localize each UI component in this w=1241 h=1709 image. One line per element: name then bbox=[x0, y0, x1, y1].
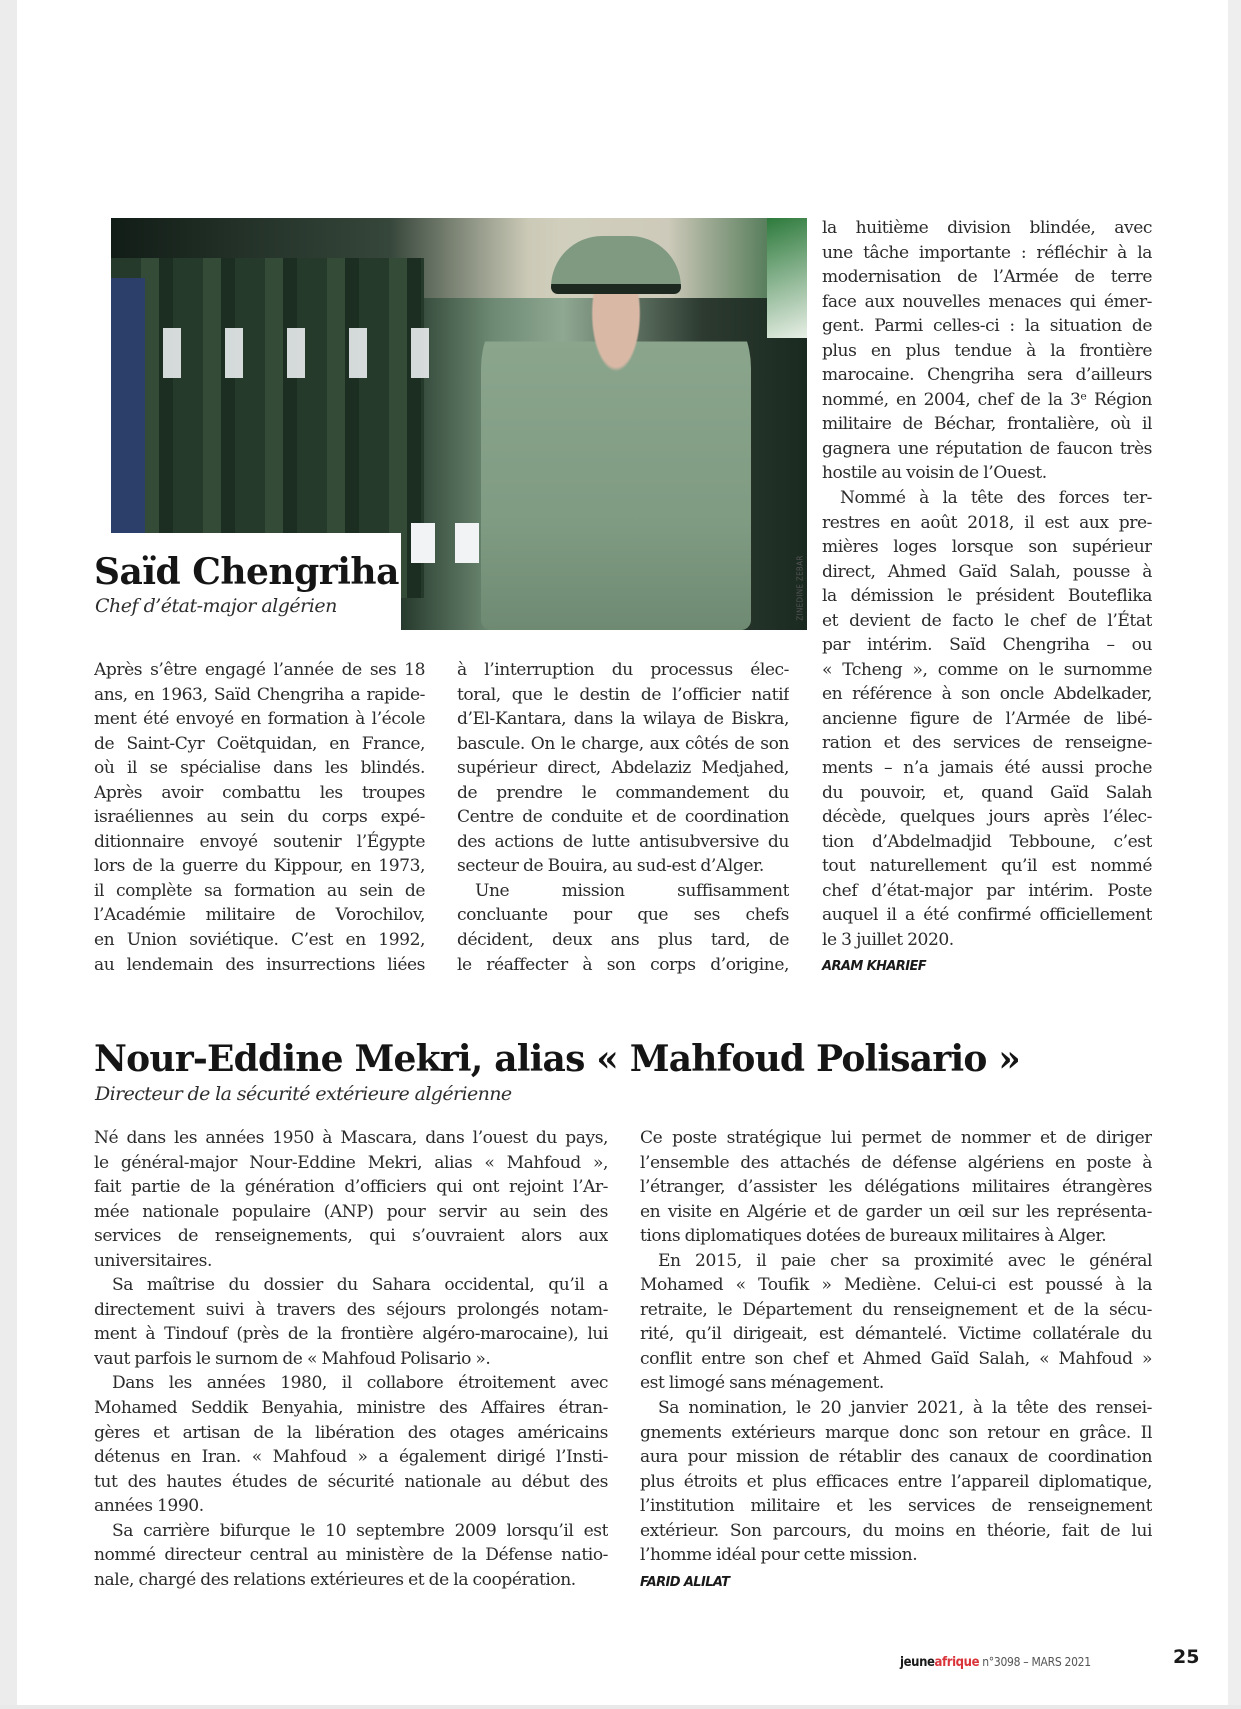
text-line: où il se spécialise dans les blindés. bbox=[94, 758, 425, 779]
text-line: est limogé sans ménagement. bbox=[640, 1373, 884, 1394]
text-line: plus étroits et plus efficaces entre l’appareil diplomatique, bbox=[640, 1471, 1152, 1492]
text-line: nommé directeur central au ministère de la Défense natio- bbox=[94, 1545, 608, 1566]
article2-column-1 bbox=[94, 1126, 608, 1592]
text-line: tut des hautes études de sécurité nationale au début des bbox=[94, 1471, 608, 1492]
text-line: Né dans les années 1950 à Mascara, dans l’ouest du pays, bbox=[94, 1128, 608, 1148]
text-line: retraite, le Département du renseignement et de la sécu- bbox=[640, 1299, 1152, 1320]
photo-credit: ZINEDINE ZEBAR bbox=[795, 555, 805, 621]
text-line: toral, que le destin de l’officier natif bbox=[457, 684, 789, 705]
text-line: face aux nouvelles menaces qui émer- bbox=[822, 291, 1152, 312]
photo-white-gloves bbox=[141, 328, 471, 378]
text-line: décident, deux ans plus tard, de bbox=[457, 930, 789, 951]
text-line: aura pour mission de rétablir des canaux de coordination bbox=[640, 1447, 1152, 1468]
text-line: ditionnaire envoyé soutenir l’Égypte bbox=[94, 831, 425, 852]
text-line: israéliennes au sein du corps expé- bbox=[94, 807, 425, 828]
text-line: tout naturellement qu’il est nommé bbox=[822, 856, 1152, 877]
text-line: d’El-Kantara, dans la wilaya de Biskra, bbox=[457, 709, 789, 730]
text-line: secteur de Bouira, au sud-est d’Alger. bbox=[457, 856, 764, 877]
photo-blue-uniform bbox=[111, 278, 145, 548]
text-line: conflit entre son chef et Ahmed Gaïd Salah, « Mahfoud » bbox=[640, 1348, 1152, 1369]
text-line: la démission le président Bouteflika bbox=[822, 586, 1152, 607]
text-line: marocaine. Chengriha sera d’ailleurs bbox=[822, 365, 1152, 386]
text-line: Mohamed Seddik Benyahia, ministre des Affaires étran- bbox=[94, 1398, 608, 1419]
text-line: hostile au voisin de l’Ouest. bbox=[822, 463, 1047, 484]
text-line: Après s’être engagé l’année de ses 18 bbox=[94, 660, 425, 680]
article2-title-subheading: Directeur de la sécurité extérieure algérienne bbox=[95, 1083, 512, 1105]
text-line: Sa maîtrise du dossier du Sahara occidental, qu’il a bbox=[112, 1275, 608, 1296]
text-line: la huitième division blindée, avec bbox=[822, 218, 1152, 238]
text-line: de prendre le commandement du bbox=[457, 782, 789, 803]
text-line: années 1990. bbox=[94, 1496, 204, 1517]
text-line: Une mission suffisamment bbox=[475, 880, 789, 901]
text-line: chef d’état-major par intérim. Poste bbox=[822, 880, 1152, 901]
text-line: le réaffecter à son corps d’origine, bbox=[457, 954, 789, 975]
text-line: le général-major Nour-Eddine Mekri, alias « Mahfoud », bbox=[94, 1152, 608, 1173]
article1-column-2 bbox=[457, 658, 789, 977]
text-line: le 3 juillet 2020. bbox=[822, 929, 954, 950]
text-line: restres en août 2018, il est aux pre- bbox=[822, 512, 1152, 533]
text-line: nale, chargé des relations extérieures et de la coopération. bbox=[94, 1569, 576, 1590]
article1-name-heading: Saïd Chengriha bbox=[94, 551, 399, 593]
text-line: gent. Parmi celles-ci : la situation de bbox=[822, 316, 1152, 337]
text-line: En 2015, il paie cher sa proximité avec le général bbox=[658, 1250, 1152, 1271]
text-line: « Tcheng », comme on le surnomme bbox=[822, 659, 1152, 680]
text-line: l’Académie militaire de Vorochilov, bbox=[94, 905, 425, 926]
text-line: tion d’Abdelmadjid Tebboune, c’est bbox=[822, 831, 1152, 852]
text-line: ments – n’a jamais été aussi proche bbox=[822, 758, 1152, 779]
article1-column-1 bbox=[94, 658, 425, 977]
text-line: militaire de Béchar, frontalière, où il bbox=[822, 414, 1152, 435]
text-line: ment été envoyé en formation à l’école bbox=[94, 709, 425, 730]
text-line: gnements extérieurs marque donc son retour en grâce. Il bbox=[640, 1422, 1152, 1443]
text-line: Sa carrière bifurque le 10 septembre 2009 lorsqu’il est bbox=[112, 1520, 608, 1541]
text-line: l’étranger, d’assister les délégations militaires étrangères bbox=[640, 1177, 1152, 1198]
text-line: vaut parfois le surnom de « Mahfoud Polisario ». bbox=[94, 1348, 491, 1369]
text-line: supérieur direct, Abdelaziz Medjahed, bbox=[457, 758, 789, 779]
page-footer bbox=[900, 1651, 1091, 1673]
text-line: au lendemain des insurrections liées bbox=[94, 954, 425, 975]
article1-column-3 bbox=[822, 216, 1152, 980]
article2-column-2 bbox=[640, 1126, 1152, 1595]
text-line: fait partie de la génération d’officiers qui ont rejoint l’Ar- bbox=[94, 1177, 608, 1198]
text-line: une tâche importante : réfléchir à la bbox=[822, 242, 1152, 263]
text-line: décède, quelques jours après l’élec- bbox=[822, 807, 1152, 828]
text-line: en référence à son oncle Abdelkader, bbox=[822, 684, 1152, 705]
text-line: de Saint-Cyr Coëtquidan, en France, bbox=[94, 733, 425, 754]
right-margin-strip bbox=[1228, 0, 1241, 1709]
text-line: l’ensemble des attachés de défense algériens en poste à bbox=[640, 1152, 1152, 1173]
text-line: des actions de lutte antisubversive du bbox=[457, 831, 789, 852]
text-line: gères et artisan de la libération des otages américains bbox=[94, 1422, 608, 1443]
text-line: modernisation de l’Armée de terre bbox=[822, 267, 1152, 288]
text-line: auquel il a été confirmé officiellement bbox=[822, 905, 1152, 926]
text-line: nommé, en 2004, chef de la 3ᵉ Région bbox=[822, 389, 1152, 410]
brand-logo-afrique: afrique bbox=[934, 1655, 980, 1670]
author-byline: ARAM KHARIEF bbox=[822, 959, 927, 975]
photo-algerian-flag bbox=[767, 218, 807, 338]
text-line: Nommé à la tête des forces ter- bbox=[840, 488, 1152, 509]
text-line: ancienne figure de l’Armée de libé- bbox=[822, 708, 1152, 729]
text-line: services de renseignements, qui s’ouvraient alors aux bbox=[94, 1226, 608, 1247]
text-line: directement suivi à travers des séjours prolongés notam- bbox=[94, 1299, 608, 1320]
text-line: Dans les années 1980, il collabore étroitement avec bbox=[112, 1373, 608, 1394]
text-line: lors de la guerre du Kippour, en 1973, bbox=[94, 856, 425, 877]
article1-title-subheading: Chef d’état-major algérien bbox=[95, 595, 337, 617]
text-line: plus en plus tendue à la frontière bbox=[822, 340, 1152, 361]
text-line: universitaires. bbox=[94, 1250, 212, 1271]
text-line: mée nationale populaire (ANP) pour servir au sein des bbox=[94, 1201, 608, 1222]
text-line: bascule. On le charge, aux côtés de son bbox=[457, 733, 789, 754]
text-line: il complète sa formation au sein de bbox=[94, 880, 425, 901]
text-line: par intérim. Saïd Chengriha – ou bbox=[822, 635, 1152, 656]
text-line: ration et des services de renseigne- bbox=[822, 733, 1152, 754]
text-line: du pouvoir, et, quand Gaïd Salah bbox=[822, 782, 1152, 803]
text-line: Ce poste stratégique lui permet de nommer et de diriger bbox=[640, 1128, 1152, 1148]
text-line: extérieur. Son parcours, du moins en théorie, fait de lui bbox=[640, 1520, 1152, 1541]
page-number: 25 bbox=[1173, 1646, 1200, 1668]
text-line: ment à Tindouf (près de la frontière algéro-marocaine), lui bbox=[94, 1324, 608, 1345]
text-line: à l’interruption du processus élec- bbox=[457, 660, 789, 680]
text-line: mières loges lorsque son supérieur bbox=[822, 537, 1152, 558]
text-line: ans, en 1963, Saïd Chengriha a rapide- bbox=[94, 684, 425, 705]
text-line: en visite en Algérie et de garder un œil sur les représenta- bbox=[640, 1201, 1152, 1222]
bottom-margin-strip bbox=[0, 1705, 1241, 1709]
photo-officer-saluting bbox=[481, 278, 751, 630]
text-line: Mohamed « Toufik » Mediène. Celui-ci est poussé à la bbox=[640, 1275, 1152, 1296]
issue-info: n°3098 – MARS 2021 bbox=[979, 1655, 1091, 1669]
text-line: Après avoir combattu les troupes bbox=[94, 782, 425, 803]
text-line: en Union soviétique. C’est en 1992, bbox=[94, 930, 425, 951]
text-line: l’institution militaire et les services de renseignement bbox=[640, 1496, 1152, 1517]
text-line: Sa nomination, le 20 janvier 2021, à la tête des rensei- bbox=[658, 1398, 1152, 1419]
text-line: l’homme idéal pour cette mission. bbox=[640, 1545, 918, 1566]
author-byline: FARID ALILAT bbox=[640, 1574, 730, 1590]
text-line: rité, qu’il dirigeait, est démantelé. Victime collatérale du bbox=[640, 1324, 1152, 1345]
text-line: détenus en Iran. « Mahfoud » a également dirigé l’Insti- bbox=[94, 1447, 608, 1468]
article2-name-heading: Nour-Eddine Mekri, alias « Mahfoud Polisario » bbox=[94, 1038, 1020, 1080]
text-line: Centre de conduite et de coordination bbox=[457, 807, 789, 828]
text-line: tions diplomatiques dotées de bureaux militaires à Alger. bbox=[640, 1226, 1107, 1247]
brand-logo-jeune: jeune bbox=[900, 1655, 935, 1670]
text-line: gagnera une réputation de faucon très bbox=[822, 438, 1152, 459]
text-line: et devient de facto le chef de l’État bbox=[822, 610, 1152, 631]
text-line: direct, Ahmed Gaïd Salah, pousse à bbox=[822, 561, 1152, 582]
text-line: concluante pour que ses chefs bbox=[457, 905, 789, 926]
